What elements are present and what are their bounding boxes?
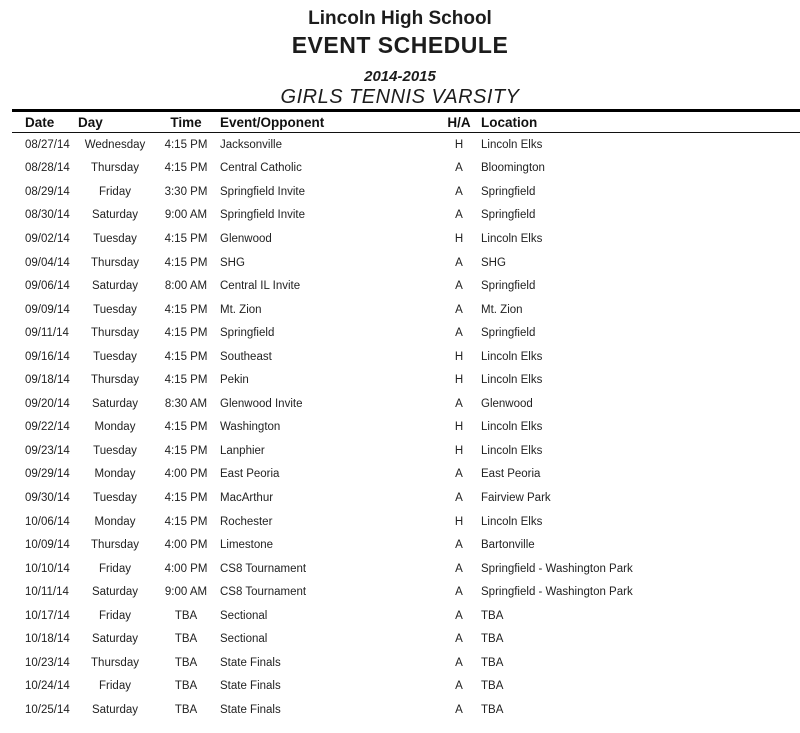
table-row <box>0 251 800 275</box>
cell-event-opponent: Glenwood Invite <box>220 397 303 410</box>
cell-date: 10/17/14 <box>25 609 70 622</box>
cell-location: Lincoln Elks <box>481 421 543 434</box>
cell-date: 10/18/14 <box>25 633 70 646</box>
cell-time: 4:15 PM <box>164 444 208 457</box>
table-row <box>0 345 800 369</box>
cell-event-opponent: Sectional <box>220 609 268 622</box>
cell-event-opponent: CS8 Tournament <box>220 562 307 575</box>
cell-day: Saturday <box>91 703 139 716</box>
cell-time: 4:15 PM <box>164 138 208 151</box>
cell-home-away: A <box>455 539 463 552</box>
table-row <box>0 627 800 651</box>
cell-location: TBA <box>481 633 504 646</box>
cell-event-opponent: Central IL Invite <box>220 280 301 293</box>
cell-location: TBA <box>481 680 504 693</box>
column-header-home-away: H/A <box>447 114 471 130</box>
cell-location: East Peoria <box>481 468 541 481</box>
cell-home-away: A <box>455 327 463 340</box>
cell-location: Lincoln Elks <box>481 138 543 151</box>
cell-home-away: A <box>455 680 463 693</box>
table-row <box>0 651 800 675</box>
cell-day: Saturday <box>91 633 139 646</box>
cell-home-away: H <box>454 350 464 363</box>
table-row <box>0 604 800 628</box>
cell-event-opponent: Mt. Zion <box>220 303 262 316</box>
table-row <box>0 133 800 157</box>
table-row <box>0 580 800 604</box>
cell-date: 09/09/14 <box>25 303 70 316</box>
cell-location: Glenwood <box>481 397 533 410</box>
cell-time: 9:00 AM <box>164 209 208 222</box>
cell-time: TBA <box>174 656 198 669</box>
cell-day: Thursday <box>91 256 139 269</box>
table-row <box>0 675 800 699</box>
cell-event-opponent: SHG <box>220 256 245 269</box>
cell-home-away: A <box>455 162 463 175</box>
cell-home-away: A <box>455 609 463 622</box>
cell-location: Fairview Park <box>481 491 551 504</box>
cell-date: 10/10/14 <box>25 562 70 575</box>
column-header-time: Time <box>170 114 202 130</box>
cell-time: 4:15 PM <box>164 256 208 269</box>
cell-day: Friday <box>99 185 131 198</box>
cell-location: TBA <box>481 703 504 716</box>
cell-time: 4:00 PM <box>164 539 208 552</box>
cell-event-opponent: Rochester <box>220 515 273 528</box>
cell-date: 08/28/14 <box>25 162 70 175</box>
table-row <box>0 227 800 251</box>
cell-time: 4:15 PM <box>164 515 208 528</box>
cell-home-away: A <box>455 586 463 599</box>
season-years: 2014-2015 <box>364 68 436 85</box>
team-title: GIRLS TENNIS VARSITY <box>280 86 520 108</box>
cell-time: 4:15 PM <box>164 374 208 387</box>
cell-event-opponent: Southeast <box>220 350 272 363</box>
table-row <box>0 416 800 440</box>
column-header-event-opponent: Event/Opponent <box>220 114 325 130</box>
table-row <box>0 557 800 581</box>
cell-day: Thursday <box>91 656 139 669</box>
cell-event-opponent: East Peoria <box>220 468 280 481</box>
cell-location: Springfield <box>481 209 536 222</box>
cell-home-away: A <box>455 656 463 669</box>
cell-day: Monday <box>94 515 136 528</box>
table-row <box>0 157 800 181</box>
cell-date: 09/23/14 <box>25 444 70 457</box>
table-row <box>0 392 800 416</box>
cell-day: Monday <box>94 468 136 481</box>
cell-location: Springfield - Washington Park <box>481 562 633 575</box>
cell-day: Thursday <box>91 374 139 387</box>
cell-day: Saturday <box>91 209 139 222</box>
cell-time: TBA <box>174 703 198 716</box>
cell-time: 4:15 PM <box>164 350 208 363</box>
cell-location: Lincoln Elks <box>481 232 543 245</box>
cell-home-away: A <box>455 633 463 646</box>
cell-day: Saturday <box>91 397 139 410</box>
cell-date: 08/29/14 <box>25 185 70 198</box>
cell-date: 09/04/14 <box>25 256 70 269</box>
cell-home-away: A <box>455 185 463 198</box>
cell-day: Thursday <box>91 327 139 340</box>
table-header-row <box>0 112 800 132</box>
table-row <box>0 698 800 722</box>
cell-time: 3:30 PM <box>164 185 208 198</box>
document-title: EVENT SCHEDULE <box>291 32 509 58</box>
cell-day: Friday <box>99 562 131 575</box>
cell-time: 8:00 AM <box>164 280 208 293</box>
cell-day: Saturday <box>91 280 139 293</box>
cell-date: 09/06/14 <box>25 280 70 293</box>
cell-location: Bloomington <box>481 162 545 175</box>
cell-date: 10/23/14 <box>25 656 70 669</box>
cell-location: Springfield <box>481 327 536 340</box>
cell-day: Friday <box>99 680 131 693</box>
cell-home-away: A <box>455 303 463 316</box>
column-header-day: Day <box>78 114 103 130</box>
schedule-table-body <box>0 133 800 722</box>
cell-event-opponent: Lanphier <box>220 444 265 457</box>
cell-time: 4:15 PM <box>164 491 208 504</box>
cell-time: 4:15 PM <box>164 232 208 245</box>
cell-home-away: A <box>455 468 463 481</box>
cell-location: TBA <box>481 656 504 669</box>
cell-home-away: A <box>455 491 463 504</box>
cell-time: 8:30 AM <box>164 397 208 410</box>
table-row <box>0 533 800 557</box>
cell-time: 4:15 PM <box>164 327 208 340</box>
cell-event-opponent: CS8 Tournament <box>220 586 307 599</box>
cell-time: TBA <box>174 609 198 622</box>
cell-event-opponent: State Finals <box>220 656 281 669</box>
cell-date: 10/06/14 <box>25 515 70 528</box>
cell-location: Lincoln Elks <box>481 515 543 528</box>
document-header <box>0 0 800 108</box>
cell-home-away: H <box>454 421 464 434</box>
cell-home-away: H <box>454 515 464 528</box>
cell-event-opponent: Springfield <box>220 327 275 340</box>
cell-date: 09/30/14 <box>25 491 70 504</box>
table-row <box>0 510 800 534</box>
cell-day: Tuesday <box>93 350 137 363</box>
cell-day: Thursday <box>91 162 139 175</box>
table-row <box>0 486 800 510</box>
cell-home-away: A <box>455 280 463 293</box>
cell-date: 10/25/14 <box>25 703 70 716</box>
cell-time: 4:15 PM <box>164 303 208 316</box>
cell-event-opponent: State Finals <box>220 703 281 716</box>
cell-location: Springfield - Washington Park <box>481 586 633 599</box>
cell-time: 4:00 PM <box>164 468 208 481</box>
cell-event-opponent: Springfield Invite <box>220 209 306 222</box>
cell-time: 4:15 PM <box>164 162 208 175</box>
cell-event-opponent: Glenwood <box>220 232 272 245</box>
column-header-date: Date <box>25 114 55 130</box>
cell-event-opponent: Central Catholic <box>220 162 302 175</box>
cell-time: TBA <box>174 633 198 646</box>
cell-day: Tuesday <box>93 232 137 245</box>
cell-date: 08/30/14 <box>25 209 70 222</box>
cell-day: Wednesday <box>84 138 146 151</box>
table-row <box>0 274 800 298</box>
cell-home-away: A <box>455 397 463 410</box>
cell-day: Tuesday <box>93 303 137 316</box>
cell-location: TBA <box>481 609 504 622</box>
table-row <box>0 321 800 345</box>
column-header-location: Location <box>481 114 538 130</box>
cell-time: TBA <box>174 680 198 693</box>
cell-event-opponent: Pekin <box>220 374 249 387</box>
table-row <box>0 180 800 204</box>
table-row <box>0 368 800 392</box>
cell-event-opponent: Washington <box>220 421 281 434</box>
cell-event-opponent: Springfield Invite <box>220 185 306 198</box>
cell-day: Friday <box>99 609 131 622</box>
cell-home-away: H <box>454 374 464 387</box>
cell-location: Bartonville <box>481 539 535 552</box>
cell-day: Tuesday <box>93 491 137 504</box>
cell-location: Lincoln Elks <box>481 444 543 457</box>
cell-date: 08/27/14 <box>25 138 70 151</box>
cell-location: Lincoln Elks <box>481 350 543 363</box>
cell-event-opponent: Sectional <box>220 633 268 646</box>
cell-date: 09/22/14 <box>25 421 70 434</box>
cell-day: Monday <box>94 421 136 434</box>
cell-event-opponent: Jacksonville <box>220 138 282 151</box>
cell-home-away: H <box>454 444 464 457</box>
cell-date: 09/11/14 <box>25 327 69 340</box>
cell-event-opponent: State Finals <box>220 680 281 693</box>
cell-date: 09/29/14 <box>25 468 70 481</box>
cell-date: 10/11/14 <box>25 586 69 599</box>
cell-date: 10/24/14 <box>25 680 70 693</box>
cell-location: Springfield <box>481 280 536 293</box>
cell-home-away: A <box>455 209 463 222</box>
table-row <box>0 204 800 228</box>
cell-home-away: H <box>454 232 464 245</box>
cell-event-opponent: MacArthur <box>220 491 274 504</box>
cell-home-away: A <box>455 256 463 269</box>
cell-time: 4:15 PM <box>164 421 208 434</box>
cell-location: Springfield <box>481 185 536 198</box>
cell-location: SHG <box>481 256 506 269</box>
cell-date: 10/09/14 <box>25 539 70 552</box>
cell-date: 09/20/14 <box>25 397 70 410</box>
cell-date: 09/18/14 <box>25 374 70 387</box>
cell-date: 09/02/14 <box>25 232 70 245</box>
cell-event-opponent: Limestone <box>220 539 274 552</box>
cell-home-away: H <box>454 138 464 151</box>
cell-location: Mt. Zion <box>481 303 523 316</box>
school-name: Lincoln High School <box>308 8 492 29</box>
table-row <box>0 439 800 463</box>
cell-day: Thursday <box>91 539 139 552</box>
cell-date: 09/16/14 <box>25 350 70 363</box>
cell-time: 9:00 AM <box>164 586 208 599</box>
table-row <box>0 298 800 322</box>
cell-home-away: A <box>455 562 463 575</box>
cell-day: Tuesday <box>93 444 137 457</box>
cell-time: 4:00 PM <box>164 562 208 575</box>
cell-day: Saturday <box>91 586 139 599</box>
cell-home-away: A <box>455 703 463 716</box>
table-row <box>0 463 800 487</box>
cell-location: Lincoln Elks <box>481 374 543 387</box>
